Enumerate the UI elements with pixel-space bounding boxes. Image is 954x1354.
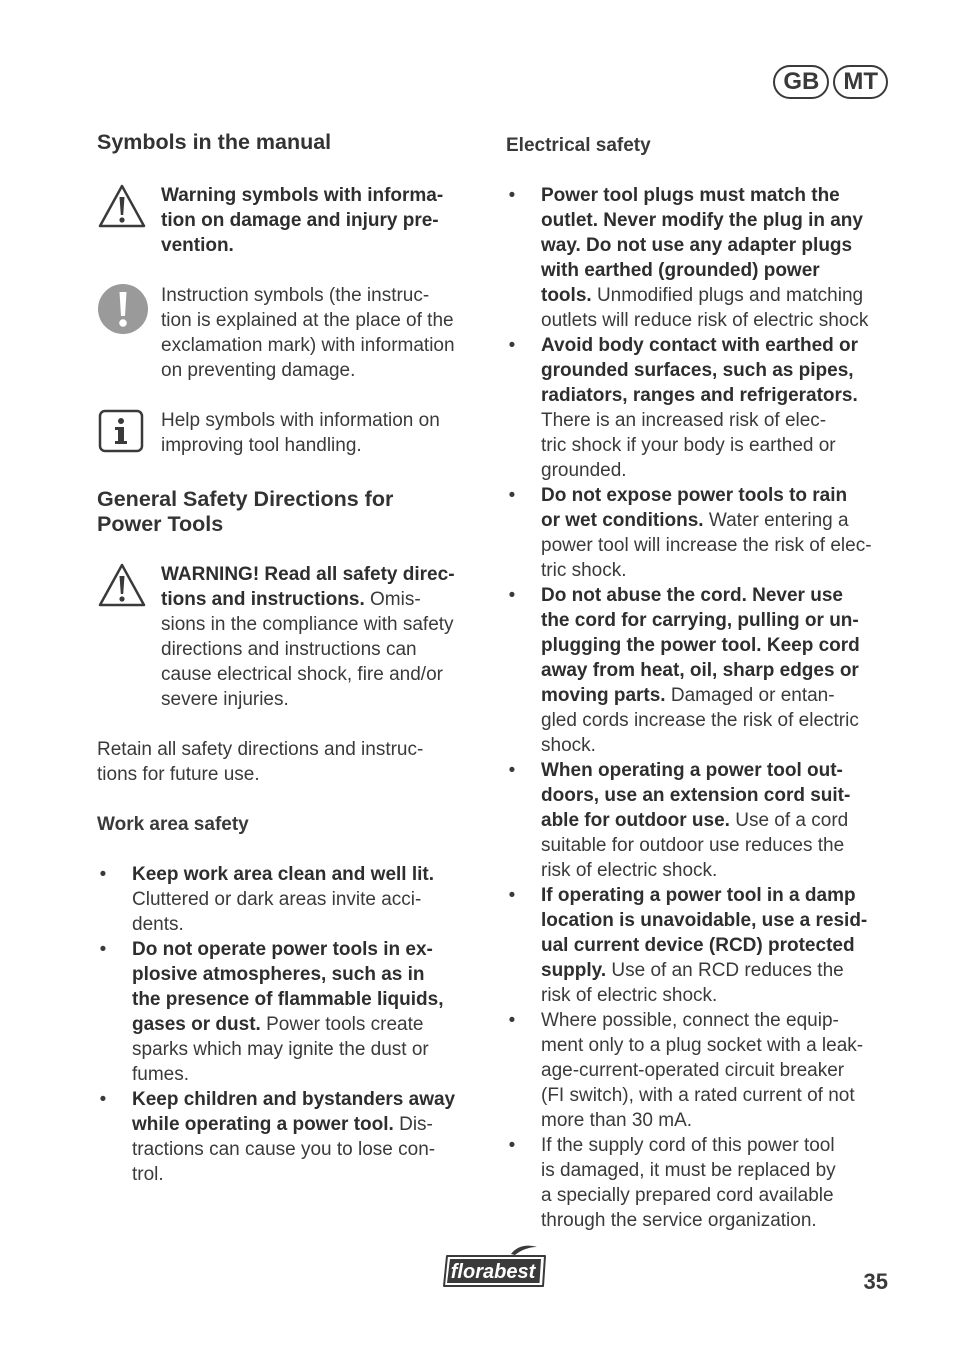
bullet: • <box>508 585 516 606</box>
bullet: • <box>508 1135 516 1156</box>
retain-text: Retain all safety directions and instruc- tions for future use. <box>97 739 424 785</box>
list-item: • If operating a power tool in a damp location is unavoidable, use a resid- ual current device (RCD) protected supply. Use of an RCD reduces the risk of electric shock. <box>506 883 896 1008</box>
left-column <box>97 130 482 1187</box>
symbol-instruction-row <box>97 283 482 383</box>
electrical-safety-list <box>506 183 896 1233</box>
bullet: • <box>99 1089 107 1110</box>
heading-symbols: Symbols in the manual <box>97 130 332 154</box>
florabest-logo <box>441 1244 549 1293</box>
bullet: • <box>508 185 516 206</box>
list-item: • Do not expose power tools to rain or wet conditions. Water entering a power tool will increase the risk of elec- tric shock. <box>506 483 896 583</box>
warning-triangle-icon <box>97 183 161 258</box>
bullet: • <box>508 760 516 781</box>
heading-general-safety: General Safety Directions for Power Tools <box>97 487 394 536</box>
symbol-warning-row <box>97 183 482 258</box>
list-item: • Where possible, connect the equip- ment only to a plug socket with a leak- age-current-operated circuit breaker (FI switch), with a rated current of not more than 30 mA. <box>506 1008 896 1133</box>
lang-badge-mt: MT <box>833 65 888 99</box>
language-badges <box>773 65 888 99</box>
page-number: 35 <box>863 1269 888 1294</box>
bullet: • <box>99 864 107 885</box>
symbol-instruction-text: Instruction symbols (the instruc- tion is explained at the place of the exclamation mark) with information on preventing damage. <box>161 285 455 381</box>
list-item: • Keep work area clean and well lit. Cluttered or dark areas invite acci- dents. <box>97 862 482 937</box>
right-column <box>506 133 896 1233</box>
list-item: • Avoid body contact with earthed or grounded surfaces, such as pipes, radiators, ranges and refrigerators. There is an increased risk of elec- tric shock if your body is earthed or grounded. <box>506 333 896 483</box>
heading-electrical-safety: Electrical safety <box>506 135 651 156</box>
work-area-list <box>97 862 482 1187</box>
bullet: • <box>508 1010 516 1031</box>
symbol-help-row <box>97 408 482 461</box>
lang-badge-gb: GB <box>773 65 829 99</box>
general-warning-text: WARNING! Read all safety direc- tions and instructions. Omis- sions in the compliance with safety directions and instructions can cause electrical shock, fire and/or severe injuries. <box>161 564 455 710</box>
list-item: • Do not operate power tools in ex- plosive atmospheres, such as in the presence of flammable liquids, gases or dust. Power tools create sparks which may ignite the dust or fumes. <box>97 937 482 1087</box>
list-item: • Keep children and bystanders away while operating a power tool. Dis- tractions can cause you to lose con- trol. <box>97 1087 482 1187</box>
list-item: • If the supply cord of this power tool is damaged, it must be replaced by a specially prepared cord available through the service organization. <box>506 1133 896 1233</box>
logo-text: florabest <box>450 1261 536 1283</box>
list-item: • Power tool plugs must match the outlet. Never modify the plug in any way. Do not use any adapter plugs with earthed (grounded) power tools. Unmodified plugs and matching outlets will reduce risk of electric shock <box>506 183 896 333</box>
bullet: • <box>508 485 516 506</box>
symbol-help-text: Help symbols with information on improving tool handling. <box>161 410 440 456</box>
info-icon <box>97 408 161 461</box>
list-item: • When operating a power tool out- doors, use an extension cord suit- able for outdoor use. Use of a cord suitable for outdoor use reduces the risk of electric shock. <box>506 758 896 883</box>
bullet: • <box>99 939 107 960</box>
exclamation-circle-icon <box>97 283 161 383</box>
bullet: • <box>508 885 516 906</box>
bullet: • <box>508 335 516 356</box>
general-warning-row <box>97 562 482 712</box>
symbol-warning-text: Warning symbols with informa- tion on damage and injury pre- vention. <box>161 185 444 256</box>
list-item: • Do not abuse the cord. Never use the cord for carrying, pulling or un- plugging the power tool. Keep cord away from heat, oil, sharp edges or moving parts. Damaged or entan- gled cords increase the risk of electric shock. <box>506 583 896 758</box>
warning-triangle-icon <box>97 562 161 712</box>
heading-work-area: Work area safety <box>97 814 249 835</box>
